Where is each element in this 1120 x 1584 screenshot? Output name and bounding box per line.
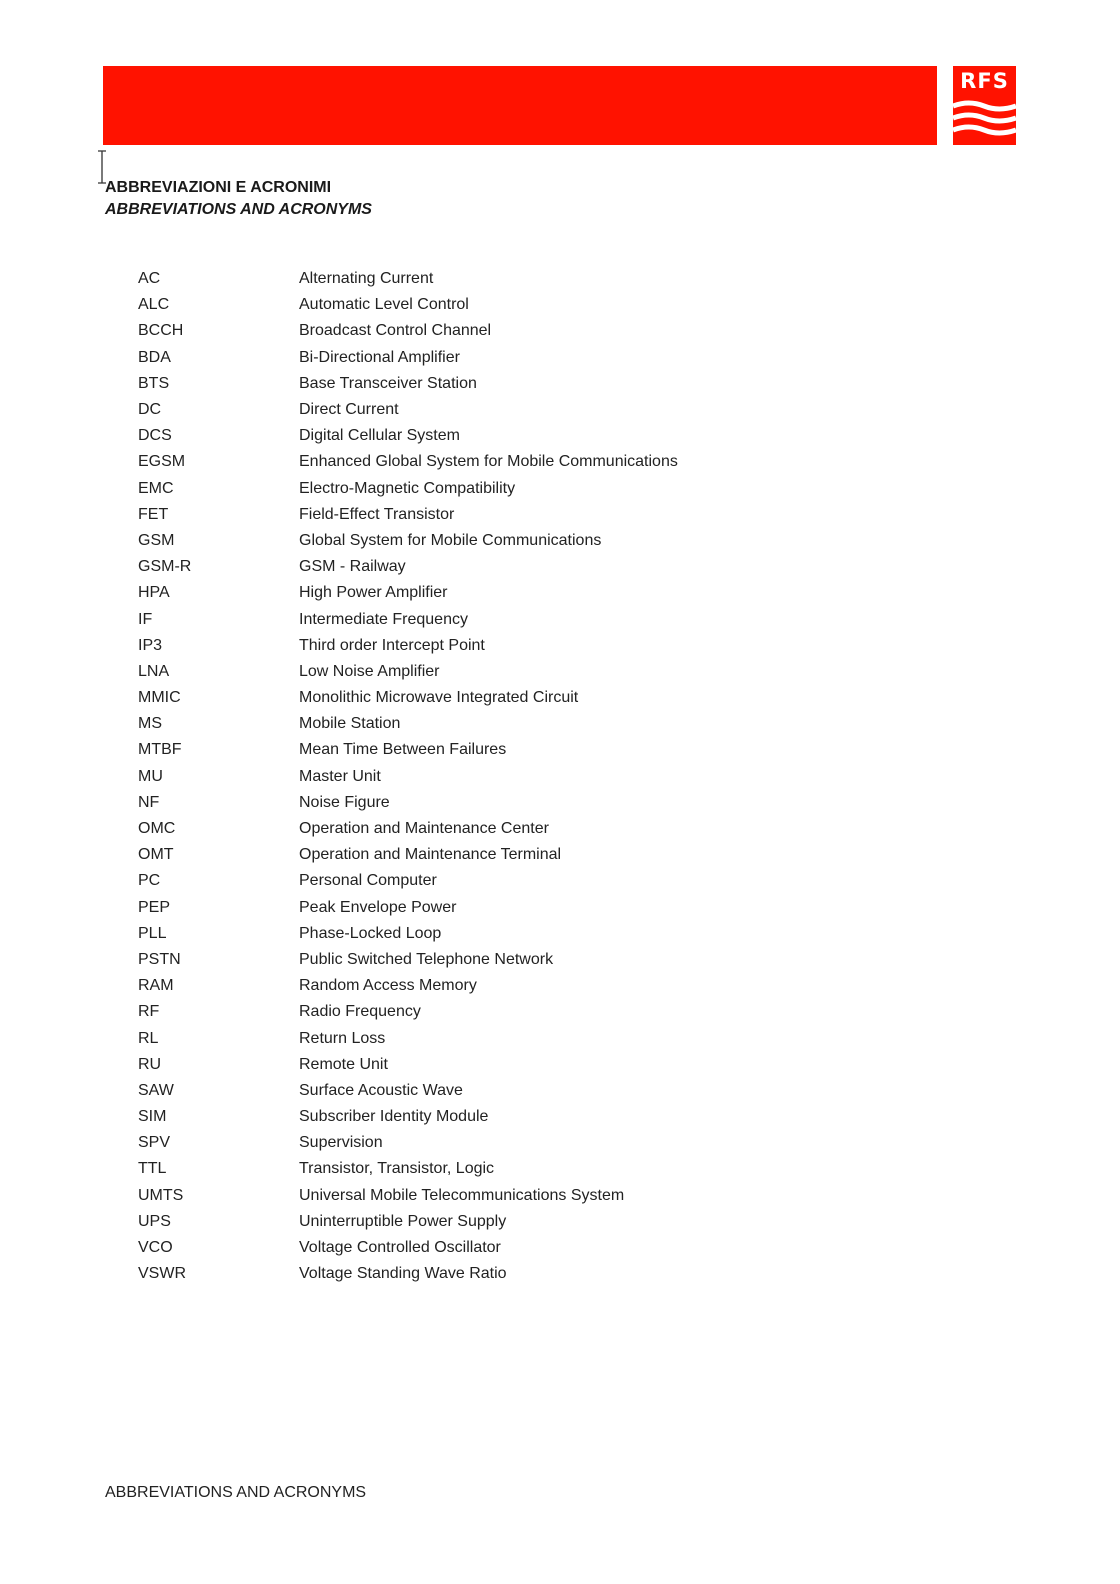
abbreviation-definition: Remote Unit <box>299 1055 388 1073</box>
abbreviation-definition: GSM - Railway <box>299 558 406 576</box>
abbreviation-definition: Automatic Level Control <box>299 296 469 314</box>
abbreviation-definition: Third order Intercept Point <box>299 636 485 654</box>
abbreviation-definition: Noise Figure <box>299 793 390 811</box>
abbreviation-code: RAM <box>138 977 174 995</box>
list-item <box>138 737 678 763</box>
abbreviation-definition: Operation and Maintenance Center <box>299 820 549 838</box>
abbreviation-definition: Return Loss <box>299 1029 386 1047</box>
abbreviation-definition: Random Access Memory <box>299 977 477 995</box>
header-banner <box>103 66 937 145</box>
abbreviation-code: RL <box>138 1029 159 1047</box>
abbreviation-definition: Operation and Maintenance Terminal <box>299 846 562 864</box>
abbreviation-code: RU <box>138 1055 162 1073</box>
abbreviation-code: MU <box>138 767 163 785</box>
abbreviation-definition: Enhanced Global System for Mobile Communications <box>299 453 678 471</box>
abbreviation-code: IP3 <box>138 636 163 654</box>
list-item <box>138 266 678 292</box>
abbreviation-definition: Voltage Controlled Oscillator <box>299 1239 501 1257</box>
abbreviation-definition: Direct Current <box>299 401 399 419</box>
list-item <box>138 764 678 790</box>
abbreviation-definition: Surface Acoustic Wave <box>299 1081 463 1099</box>
list-item <box>138 1104 678 1130</box>
list-item <box>138 1025 678 1051</box>
list-item <box>138 1261 678 1287</box>
abbreviation-definition: Master Unit <box>299 767 381 785</box>
abbreviation-code: VSWR <box>138 1265 186 1283</box>
abbreviation-code: PLL <box>138 924 167 942</box>
abbreviation-code: BTS <box>138 374 170 392</box>
abbreviation-definition: Supervision <box>299 1134 383 1152</box>
abbreviation-code: BCCH <box>138 322 184 340</box>
abbreviation-code: SIM <box>138 1108 167 1126</box>
list-item <box>138 397 678 423</box>
abbreviation-code: IF <box>138 610 153 628</box>
abbreviation-definition: Field-Effect Transistor <box>299 505 455 523</box>
abbreviation-definition: Mean Time Between Failures <box>299 741 507 759</box>
abbreviation-definition: Public Switched Telephone Network <box>299 950 554 968</box>
abbreviation-code: MS <box>138 715 162 733</box>
abbreviation-definition: Voltage Standing Wave Ratio <box>299 1265 507 1283</box>
abbreviation-definition: Intermediate Frequency <box>299 610 468 628</box>
abbreviation-definition: Digital Cellular System <box>299 427 460 445</box>
abbreviation-code: VCO <box>138 1239 173 1257</box>
list-item <box>138 371 678 397</box>
waves-icon <box>953 100 1016 142</box>
list-item <box>138 921 678 947</box>
list-item <box>138 973 678 999</box>
list-item <box>138 1130 678 1156</box>
abbreviation-definition: Subscriber Identity Module <box>299 1108 489 1126</box>
list-item <box>138 790 678 816</box>
abbreviation-definition: Alternating Current <box>299 270 434 288</box>
page-title-english: ABBREVIATIONS AND ACRONYMS <box>105 201 372 218</box>
page-title-italian: ABBREVIAZIONI E ACRONIMI <box>105 179 332 196</box>
abbreviation-code: OMT <box>138 846 174 864</box>
abbreviation-code: UPS <box>138 1212 171 1230</box>
abbreviation-definition: Uninterruptible Power Supply <box>299 1212 507 1230</box>
abbreviation-definition: Global System for Mobile Communications <box>299 531 602 549</box>
abbreviation-code: EGSM <box>138 453 186 471</box>
abbreviation-code: PC <box>138 872 161 890</box>
abbreviation-code: SPV <box>138 1134 171 1152</box>
abbreviation-definition: Mobile Station <box>299 715 401 733</box>
list-item <box>138 1183 678 1209</box>
list-item <box>138 1078 678 1104</box>
list-item <box>138 711 678 737</box>
list-item <box>138 633 678 659</box>
abbreviation-definition: Radio Frequency <box>299 1003 421 1021</box>
list-item <box>138 1209 678 1235</box>
abbreviation-code: RF <box>138 1003 160 1021</box>
abbreviation-code: GSM-R <box>138 558 192 576</box>
abbreviation-code: GSM <box>138 531 175 549</box>
page-footer: ABBREVIATIONS AND ACRONYMS <box>105 1484 367 1501</box>
abbreviation-code: BDA <box>138 348 171 366</box>
list-item <box>138 528 678 554</box>
list-item <box>138 502 678 528</box>
list-item <box>138 292 678 318</box>
abbreviation-definition: Monolithic Microwave Integrated Circuit <box>299 689 579 707</box>
rfs-logo <box>953 66 1016 145</box>
abbreviation-definition: Phase-Locked Loop <box>299 924 442 942</box>
abbreviation-definition: Personal Computer <box>299 872 437 890</box>
logo-text: RFS <box>960 69 1009 93</box>
abbreviation-code: MTBF <box>138 741 182 759</box>
abbreviation-definition: Electro-Magnetic Compatibility <box>299 479 516 497</box>
list-item <box>138 318 678 344</box>
abbreviation-code: UMTS <box>138 1186 184 1204</box>
list-item <box>138 947 678 973</box>
abbreviation-definition: Broadcast Control Channel <box>299 322 492 340</box>
list-item <box>138 1052 678 1078</box>
list-item <box>138 1235 678 1261</box>
abbreviation-code: OMC <box>138 820 176 838</box>
list-item <box>138 999 678 1025</box>
abbreviation-definition: Base Transceiver Station <box>299 374 477 392</box>
list-item <box>138 423 678 449</box>
abbreviation-definition: Universal Mobile Telecommunications System <box>299 1186 625 1204</box>
list-item <box>138 580 678 606</box>
abbreviation-definition: Peak Envelope Power <box>299 898 457 916</box>
abbreviation-code: ALC <box>138 296 170 314</box>
abbreviation-code: SAW <box>138 1081 174 1099</box>
list-item <box>138 606 678 632</box>
list-item <box>138 659 678 685</box>
list-item <box>138 345 678 371</box>
abbreviation-code: DC <box>138 401 162 419</box>
abbreviation-code: MMIC <box>138 689 181 707</box>
list-item <box>138 685 678 711</box>
abbreviation-code: AC <box>138 270 161 288</box>
abbreviation-code: TTL <box>138 1160 167 1178</box>
abbreviation-code: PSTN <box>138 950 181 968</box>
abbreviation-list <box>138 266 678 1287</box>
abbreviation-code: EMC <box>138 479 174 497</box>
abbreviation-definition: Low Noise Amplifier <box>299 662 440 680</box>
abbreviation-code: NF <box>138 793 160 811</box>
abbreviation-code: PEP <box>138 898 171 916</box>
list-item <box>138 868 678 894</box>
list-item <box>138 816 678 842</box>
list-item <box>138 449 678 475</box>
abbreviation-definition: High Power Amplifier <box>299 584 448 602</box>
list-item <box>138 842 678 868</box>
abbreviation-code: FET <box>138 505 169 523</box>
list-item <box>138 476 678 502</box>
list-item <box>138 895 678 921</box>
abbreviation-code: LNA <box>138 662 170 680</box>
abbreviation-definition: Transistor, Transistor, Logic <box>299 1160 495 1178</box>
list-item <box>138 554 678 580</box>
abbreviation-code: DCS <box>138 427 172 445</box>
abbreviation-code: HPA <box>138 584 170 602</box>
abbreviation-definition: Bi-Directional Amplifier <box>299 348 460 366</box>
list-item <box>138 1156 678 1182</box>
